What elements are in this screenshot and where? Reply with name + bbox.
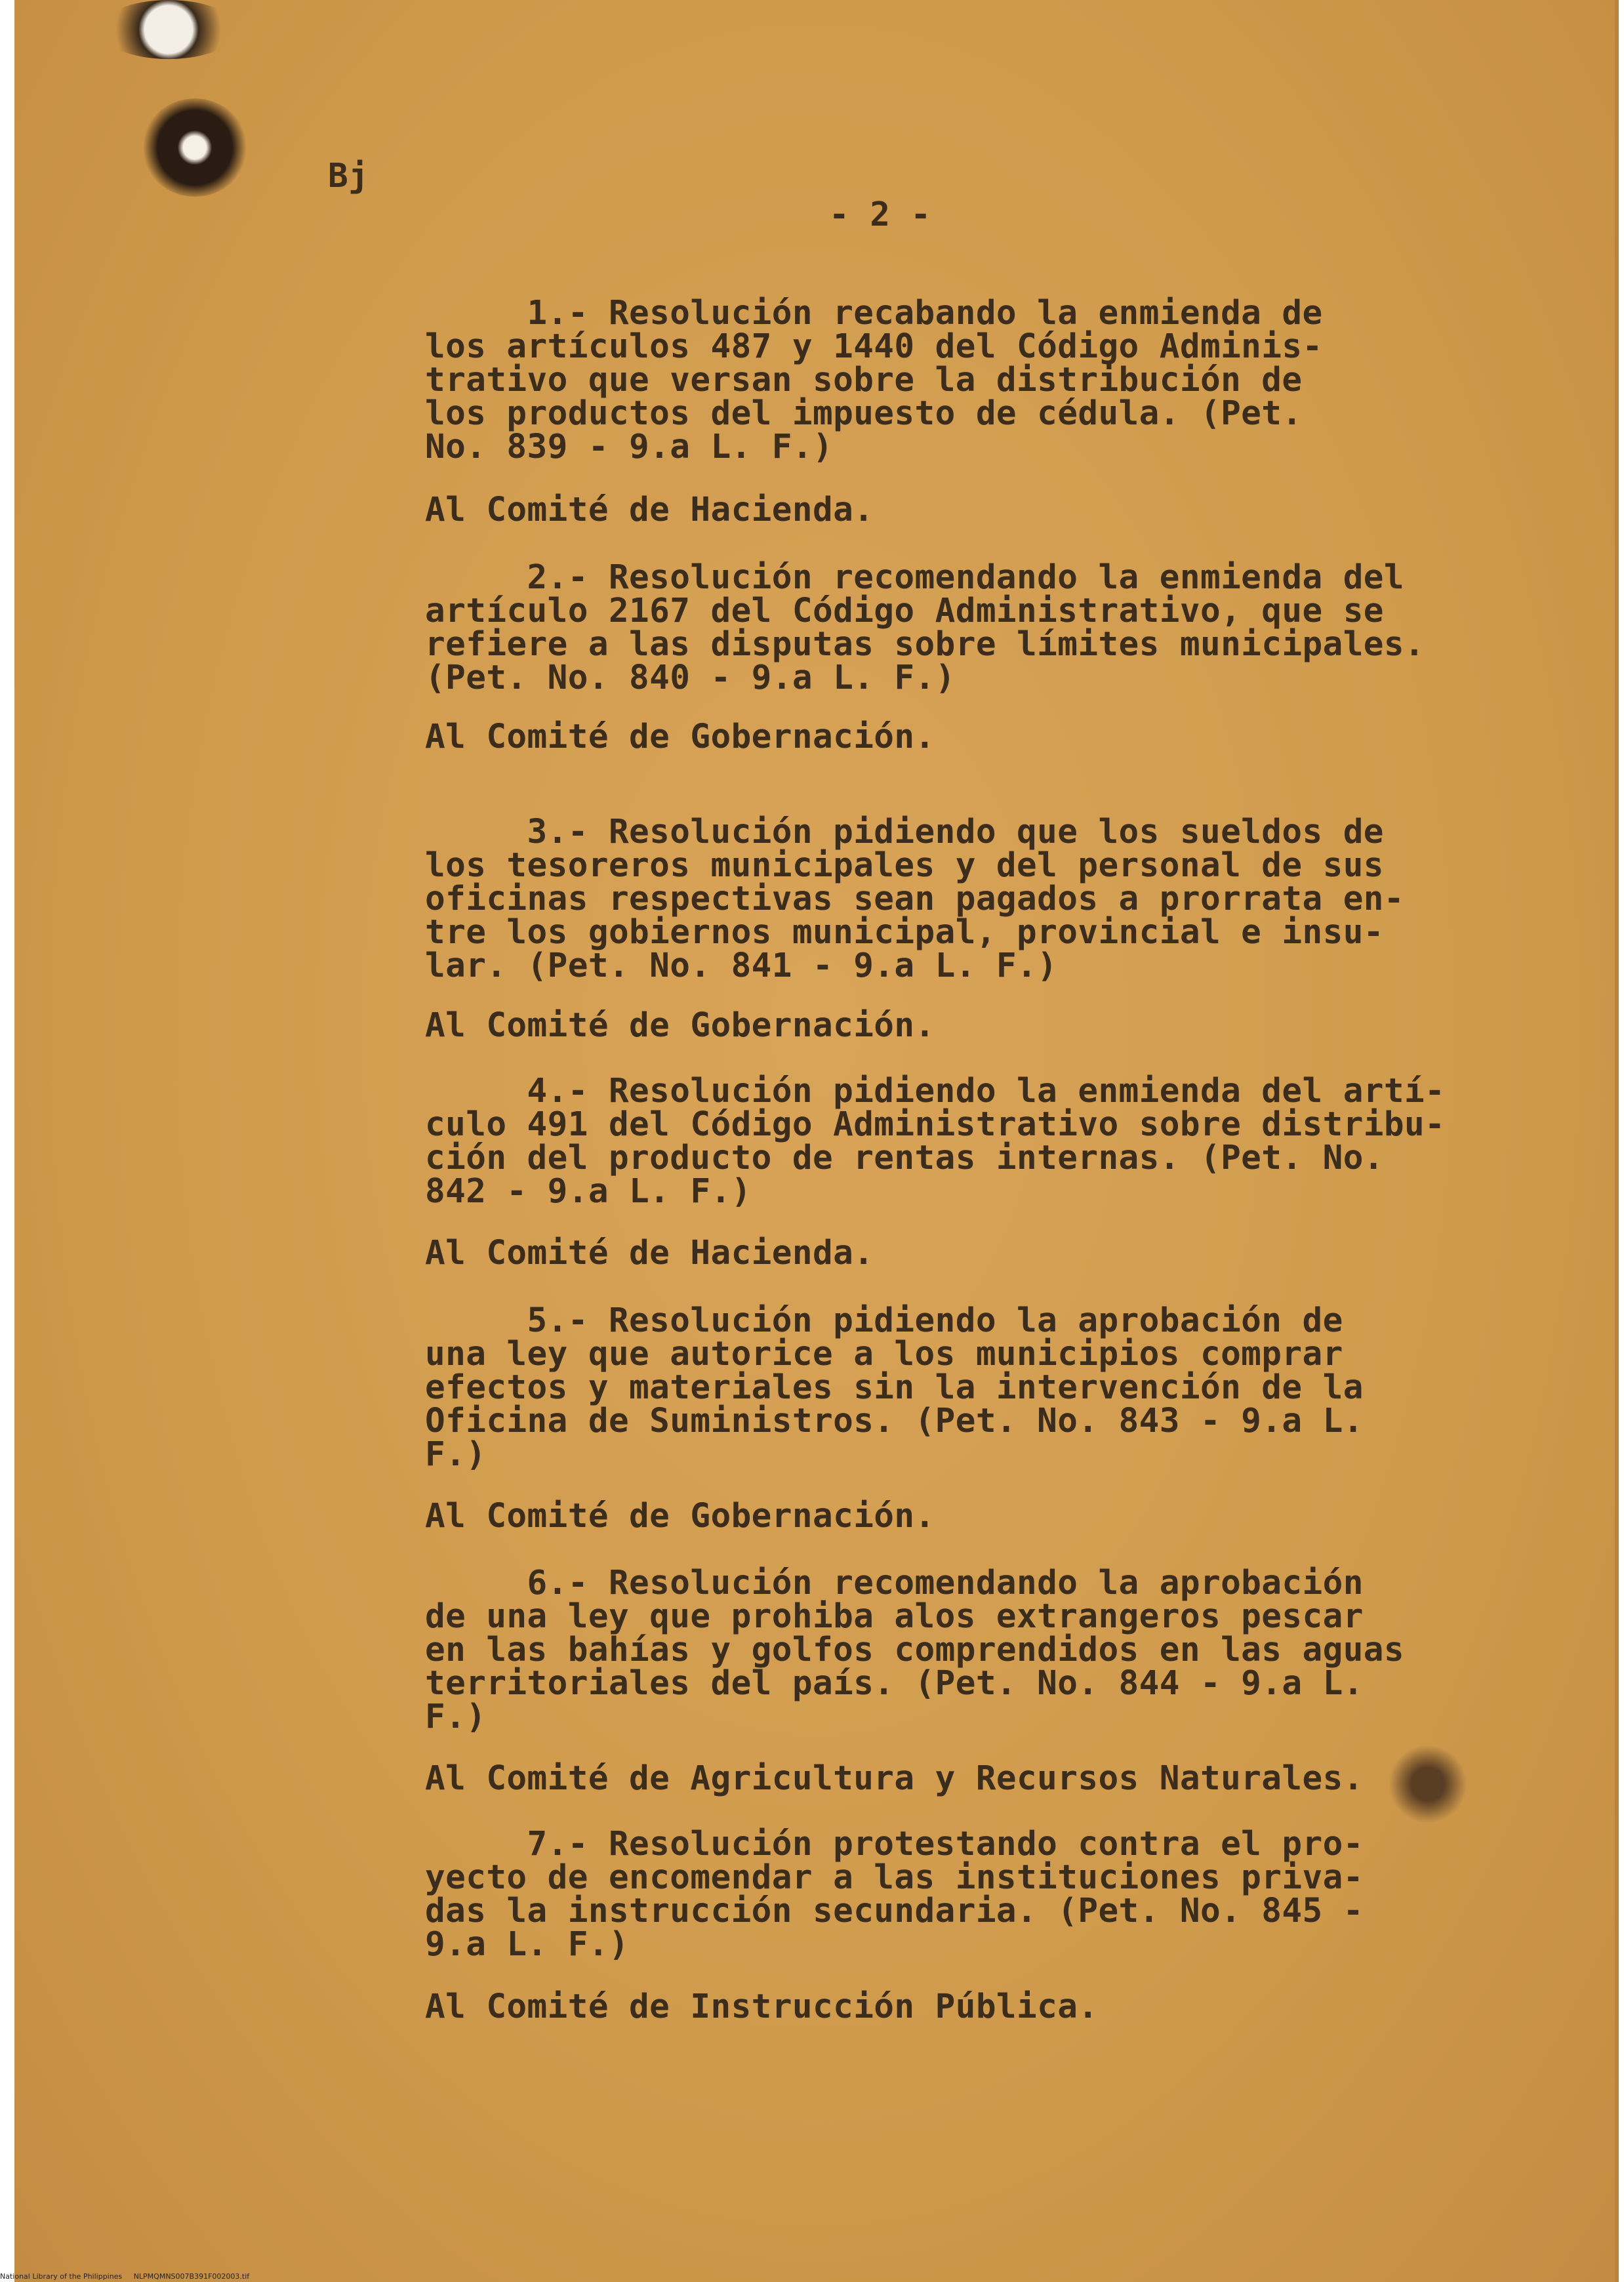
resolution-item-4 — [425, 1072, 1446, 1211]
item-line: territoriales del país. (Pet. No. 844 - 9.a L. — [425, 1664, 1364, 1703]
committee-referral-2: Al Comité de Gobernación. — [425, 718, 935, 756]
resolution-item-5 — [425, 1301, 1364, 1474]
resolution-item-1 — [425, 296, 1323, 464]
committee-referral-4: Al Comité de Hacienda. — [425, 1234, 874, 1273]
item-line: efectos y materiales sin la intervención de la — [425, 1368, 1364, 1407]
item-line: oficinas respectivas sean pagados a prorrata en- — [425, 880, 1405, 918]
item-line: 5.- Resolución pidiendo la aprobación de — [425, 1301, 1343, 1340]
item-line: das la instrucción secundaria. (Pet. No. 845 - — [425, 1892, 1364, 1930]
committee-referral-1: Al Comité de Hacienda. — [425, 491, 874, 529]
archive-source-label: National Library of the Philippines NLPMQMNS007B391F002003.tif — [0, 2272, 250, 2281]
item-line: tre los gobiernos municipal, provincial e insu- — [425, 913, 1384, 952]
typist-initials: Bj — [328, 157, 369, 195]
committee-referral-5: Al Comité de Gobernación. — [425, 1497, 935, 1536]
item-line: artículo 2167 del Código Administrativo, que se — [425, 592, 1384, 630]
item-line: F.) — [425, 1435, 487, 1474]
item-line: refiere a las disputas sobre límites municipales. — [425, 625, 1425, 664]
item-line: lar. (Pet. No. 841 - 9.a L. F.) — [425, 947, 1058, 985]
item-line: 3.- Resolución pidiendo que los sueldos de — [425, 813, 1384, 851]
ink-blot — [1389, 1745, 1467, 1824]
item-line: 6.- Resolución recomendando la aprobación — [425, 1564, 1364, 1602]
resolution-item-2 — [425, 558, 1425, 697]
item-line: (Pet. No. 840 - 9.a L. F.) — [425, 659, 956, 697]
item-line: F.) — [425, 1698, 487, 1736]
item-line: 1.- Resolución recabando la enmienda de — [425, 294, 1323, 333]
item-line: trativo que versan sobre la distribución de — [425, 361, 1303, 399]
item-line: Oficina de Suministros. (Pet. No. 843 - 9.a L. — [425, 1402, 1364, 1440]
item-line: de una ley que prohiba alos extrangeros pescar — [425, 1597, 1364, 1636]
committee-referral-6: Al Comité de Agricultura y Recursos Naturales. — [425, 1759, 1364, 1798]
item-line: 842 - 9.a L. F.) — [425, 1172, 752, 1211]
item-line: 2.- Resolución recomendando la enmienda del — [425, 558, 1405, 597]
item-line: 9.a L. F.) — [425, 1925, 630, 1964]
resolution-item-6 — [425, 1566, 1404, 1734]
item-line: yecto de encomendar a las instituciones priva- — [425, 1858, 1364, 1897]
item-line: en las bahías y golfos comprendidos en las aguas — [425, 1631, 1405, 1669]
page-number: - 2 - — [829, 195, 931, 234]
burn-stain — [100, 0, 237, 59]
item-line: una ley que autorice a los municipios comprar — [425, 1335, 1343, 1374]
resolution-item-3 — [425, 815, 1404, 983]
committee-referral-3: Al Comité de Gobernación. — [425, 1006, 935, 1045]
item-line: los productos del impuesto de cédula. (Pet. — [425, 394, 1303, 433]
committee-referral-7: Al Comité de Instrucción Pública. — [425, 1987, 1099, 2026]
burn-hole — [142, 98, 247, 197]
item-line: No. 839 - 9.a L. F.) — [425, 428, 834, 466]
item-line: 4.- Resolución pidiendo la enmienda del artí- — [425, 1072, 1446, 1110]
item-line: los artículos 487 y 1440 del Código Adminis- — [425, 327, 1323, 366]
item-line: culo 491 del Código Administrativo sobre distribu- — [425, 1105, 1446, 1144]
item-line: los tesoreros municipales y del personal de sus — [425, 846, 1384, 885]
item-line: 7.- Resolución protestando contra el pro- — [425, 1825, 1364, 1864]
item-line: ción del producto de rentas internas. (Pet. No. — [425, 1139, 1384, 1177]
resolution-item-7 — [425, 1825, 1364, 1964]
